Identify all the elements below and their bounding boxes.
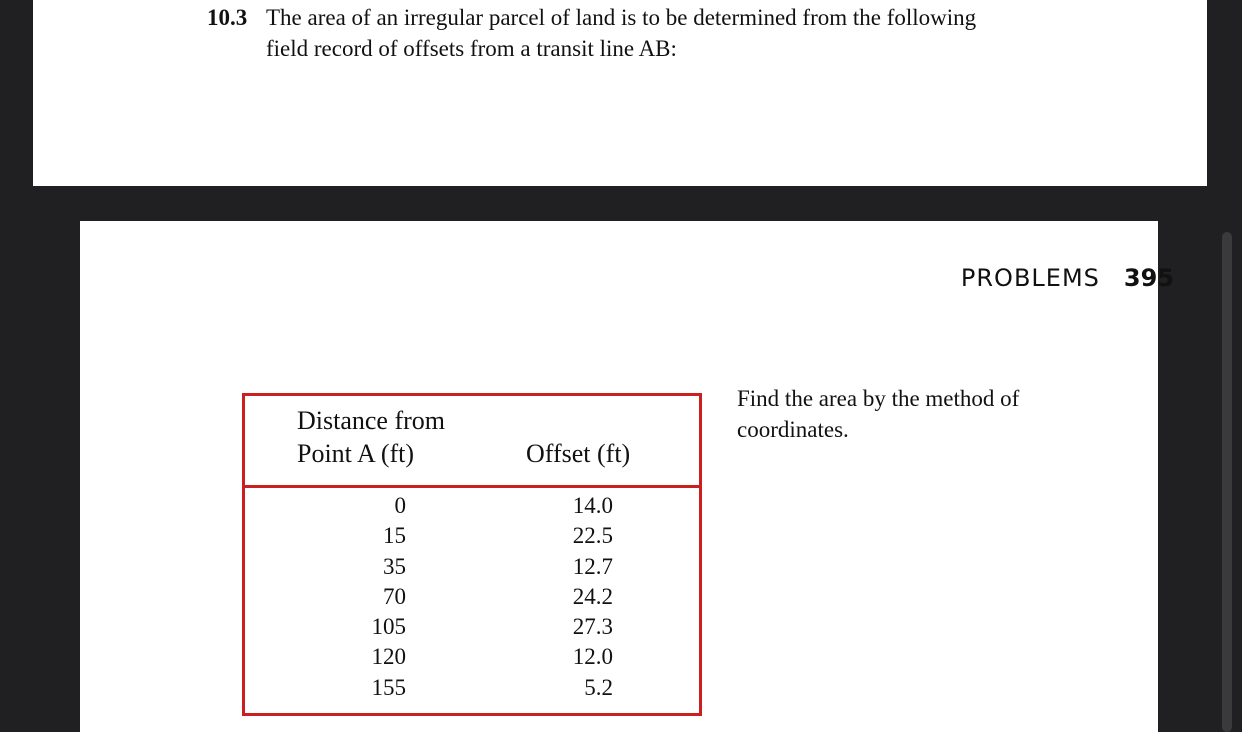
offset-cell: 27.3	[572, 614, 613, 640]
distance-cell: 70	[383, 583, 406, 609]
offset-cell: 24.2	[572, 583, 613, 609]
table-row	[245, 642, 699, 672]
offset-cell: 12.7	[572, 553, 613, 579]
distance-cell: 0	[394, 493, 406, 518]
table-row	[245, 673, 699, 703]
table-row	[245, 582, 699, 612]
running-head	[961, 264, 1174, 292]
column-header-offset: Offset (ft)	[526, 439, 631, 468]
distance-cell: 120	[371, 644, 406, 670]
offset-cell: 5.2	[584, 674, 613, 700]
column-header-distance-line-2: Point A (ft)	[297, 439, 415, 468]
problem-text-line-2: field record of offsets from a transit line AB:	[266, 36, 677, 61]
offset-cell: 14.0	[572, 493, 613, 518]
running-head-title: PROBLEMS	[960, 264, 1100, 292]
problem-text-line-1: The area of an irregular parcel of land is to be determined from the following	[266, 5, 977, 30]
table-header-rule	[245, 485, 699, 488]
table-row	[245, 491, 699, 521]
scrollbar[interactable]	[1222, 232, 1232, 732]
column-header-distance	[297, 404, 445, 470]
offsets-table	[242, 393, 702, 716]
distance-cell: 15	[383, 523, 406, 549]
table-row	[245, 552, 699, 582]
distance-cell: 105	[371, 614, 406, 640]
table-row	[245, 521, 699, 551]
instruction-line-1: Find the area by the method of	[737, 386, 1020, 411]
page-number: 395	[1123, 264, 1174, 292]
problem-number: 10.3	[207, 5, 248, 30]
distance-cell: 35	[383, 553, 406, 579]
offset-cell: 22.5	[572, 523, 613, 549]
table-body	[245, 491, 699, 703]
distance-cell: 155	[371, 674, 406, 700]
table-row	[245, 612, 699, 642]
offset-cell: 12.0	[572, 644, 613, 670]
instruction-line-2: coordinates.	[737, 417, 849, 442]
column-header-distance-line-1: Distance from	[297, 406, 446, 435]
